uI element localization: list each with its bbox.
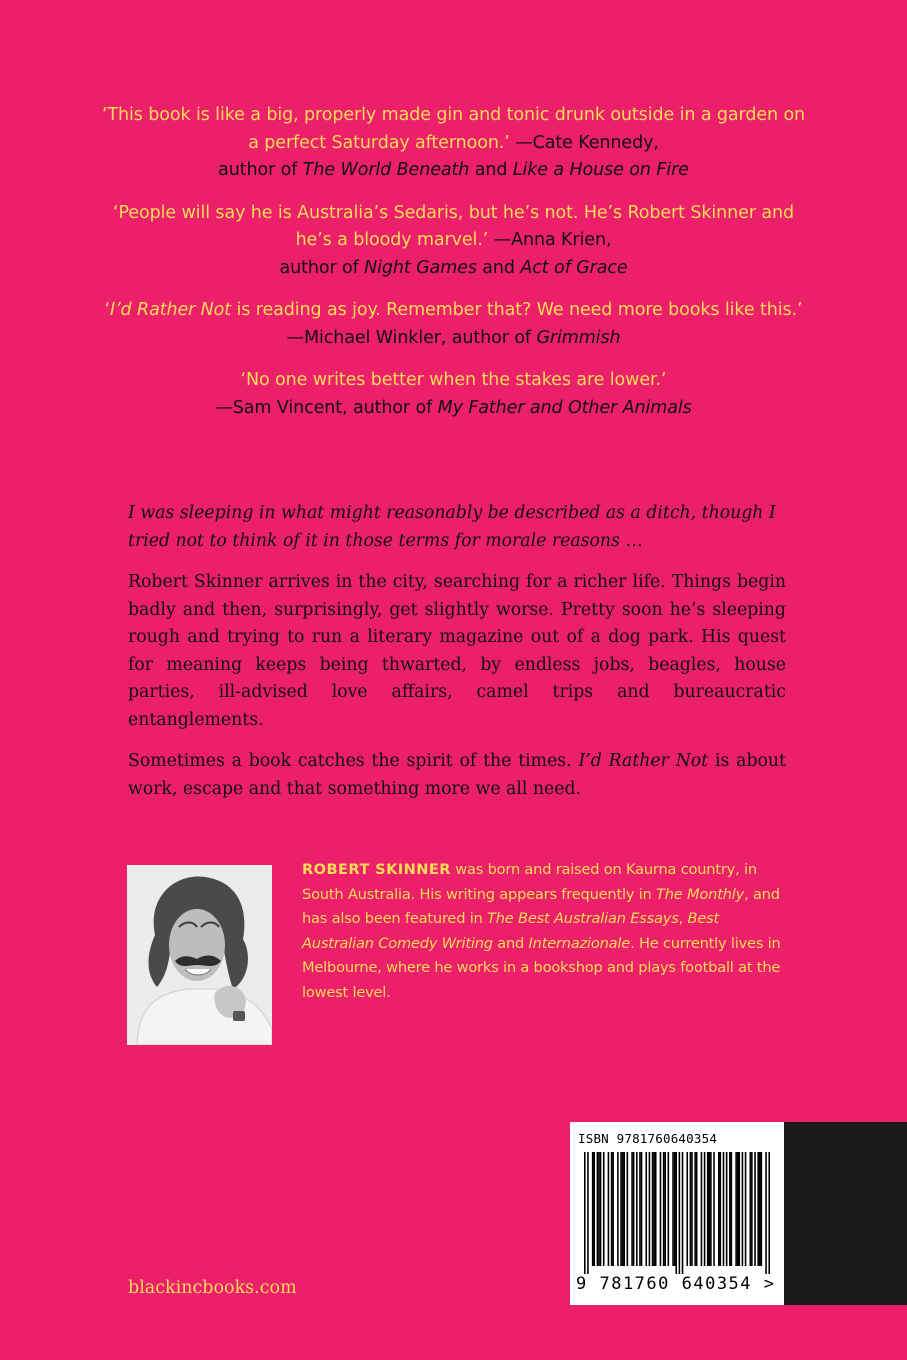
barcode-bar [710, 1152, 712, 1266]
barcode-bar [682, 1152, 684, 1274]
credit-title: Grimmish [536, 327, 621, 348]
quote-cate-kennedy [100, 102, 807, 185]
barcode-bar [737, 1152, 739, 1266]
credit-title: Act of Grace [520, 257, 628, 278]
blurb-opener: I was sleeping in what might reasonably be described as a ditch, though I tried not to think of it in those terms for morale reasons … [128, 503, 776, 551]
barcode-bar [718, 1152, 720, 1266]
barcode-bar [757, 1152, 759, 1266]
quote-credit: author of The World Beneath and Like a House on Fire [218, 160, 689, 180]
quote-text: ‘This book is like a big, properly made gin and tonic drunk outside in a garden on a perfect Saturday afternoon.’ [101, 105, 806, 153]
book-title: I’d Rather Not [110, 300, 232, 320]
barcode-bar [729, 1152, 731, 1266]
barcode-bar [598, 1152, 600, 1266]
quote-text: ‘People will say he is Australia’s Sedaris, but he’s not. He’s Robert Skinner and he’s a bloody marvel.’ [113, 202, 794, 250]
barcode-bar [675, 1152, 677, 1274]
barcode-bar [641, 1152, 643, 1266]
barcode-bar [731, 1152, 733, 1266]
barcode-bar [704, 1152, 706, 1266]
credit-title: My Father and Other Animals [437, 397, 692, 418]
barcode-bar [652, 1152, 654, 1266]
barcode-bar [674, 1152, 676, 1266]
quote-text: ‘No one writes better when the stakes are lower.’ [240, 370, 667, 390]
barcode-bar [660, 1152, 662, 1266]
barcode-bar [720, 1152, 722, 1266]
barcode-bar [639, 1152, 641, 1266]
barcode-bar [627, 1152, 629, 1266]
barcode-bars [584, 1152, 770, 1274]
barcode-bar [649, 1152, 651, 1266]
quote-author: —Sam Vincent, author of [215, 397, 438, 418]
barcode-bar [584, 1152, 586, 1274]
barcode-bar [597, 1152, 599, 1266]
barcode-bar [745, 1152, 747, 1266]
barcode-bar [735, 1152, 737, 1266]
book-blurb [128, 500, 786, 817]
quote-author: —Michael Winkler, author of [286, 327, 537, 348]
barcode-bar [623, 1152, 625, 1266]
barcode-bar [631, 1152, 633, 1266]
author-bio: ROBERT SKINNER was born and raised on Kaurna country, in South Australia. His writing appears frequently in The Monthly, and has also been featured in The Best Australian Essays, Best Australian Comedy Writing and Internazionale. He currently lives in Melbourne, where he works in a bookshop and plays football at the lowest level. [302, 861, 781, 1001]
barcode-bar [679, 1152, 681, 1274]
barcode-bar [694, 1152, 696, 1266]
quote-credit: author of Night Games and Act of Grace [279, 257, 628, 278]
isbn-barcode [570, 1122, 784, 1305]
barcode-bar [603, 1152, 605, 1266]
barcode-side-panel [784, 1122, 907, 1305]
quote-author: —Anna Krien, [488, 230, 612, 250]
author-portrait-image [127, 865, 272, 1045]
barcode-bar [653, 1152, 655, 1266]
barcode-bar [765, 1152, 767, 1274]
barcode-bar [611, 1152, 613, 1266]
barcode-bar [645, 1152, 647, 1266]
author-photo [127, 865, 272, 1045]
isbn-label: ISBN 9781760640354 [578, 1131, 718, 1146]
barcode-bar [587, 1152, 589, 1274]
barcode-bar [663, 1152, 665, 1266]
barcode-bar [701, 1152, 703, 1266]
barcode-bar [696, 1152, 698, 1266]
barcode-bar [617, 1152, 619, 1266]
barcode-bar [608, 1152, 610, 1266]
credit-title: Night Games [364, 257, 477, 278]
barcode-bar [592, 1152, 594, 1266]
barcode-bar [690, 1152, 692, 1266]
blurb-closing: Sometimes a book catches the spirit of the times. I’d Rather Not is about work, escape and that something more we all need. [128, 751, 786, 799]
quote-anna-krien [100, 200, 807, 283]
barcode-digits: 9 781760 640354 > [576, 1274, 776, 1294]
barcode-bar [742, 1152, 744, 1266]
barcode-bar [593, 1152, 595, 1266]
barcode-bar [622, 1152, 624, 1266]
blurb-paragraph: Robert Skinner arrives in the city, searching for a richer life. Things begin badly and then, surprisingly, get slightly worse. Pretty soon he’s sleeping rough and trying to run a literary magazine out of a dog park. His quest for meaning keeps being thwarted, by endless jobs, beagles, house parties, ill-advised love affairs, camel trips and bureaucratic entanglements. [128, 572, 786, 730]
barcode-bar [664, 1152, 666, 1266]
barcode-bar [713, 1152, 715, 1266]
barcode-bar [612, 1152, 614, 1266]
barcode-bar [761, 1152, 763, 1266]
barcode-bar [726, 1152, 728, 1266]
author-name: ROBERT SKINNER [302, 861, 451, 878]
credit-title: Like a House on Fire [512, 160, 689, 180]
quote-author: —Cate Kennedy, [509, 132, 659, 153]
barcode-bar [636, 1152, 638, 1266]
barcode-bar [633, 1152, 635, 1266]
barcode-bar [655, 1152, 657, 1266]
quote-sam-vincent [100, 367, 807, 422]
book-title: I’d Rather Not [578, 751, 709, 771]
barcode-bar [620, 1152, 622, 1266]
barcode-bar [707, 1152, 709, 1266]
barcode-bar [600, 1152, 602, 1266]
barcode-bar [750, 1152, 752, 1266]
praise-quotes [100, 102, 807, 437]
barcode-bar [691, 1152, 693, 1266]
barcode-bar [768, 1152, 770, 1274]
barcode-bar [709, 1152, 711, 1266]
barcode-bar [686, 1152, 688, 1266]
barcode-bar [672, 1152, 674, 1266]
barcode-bar [751, 1152, 753, 1266]
barcode-bar [738, 1152, 740, 1266]
barcode-bar [723, 1152, 725, 1266]
barcode-bar [668, 1152, 670, 1266]
publisher-website: blackincbooks.com [128, 1278, 297, 1298]
quote-michael-winkler [100, 297, 807, 352]
barcode-bar [754, 1152, 756, 1266]
quote-text: ‘I’d Rather Not is reading as joy. Remember that? We need more books like this.’ [104, 300, 803, 320]
barcode-bar [759, 1152, 761, 1266]
credit-title: The World Beneath [302, 160, 470, 180]
